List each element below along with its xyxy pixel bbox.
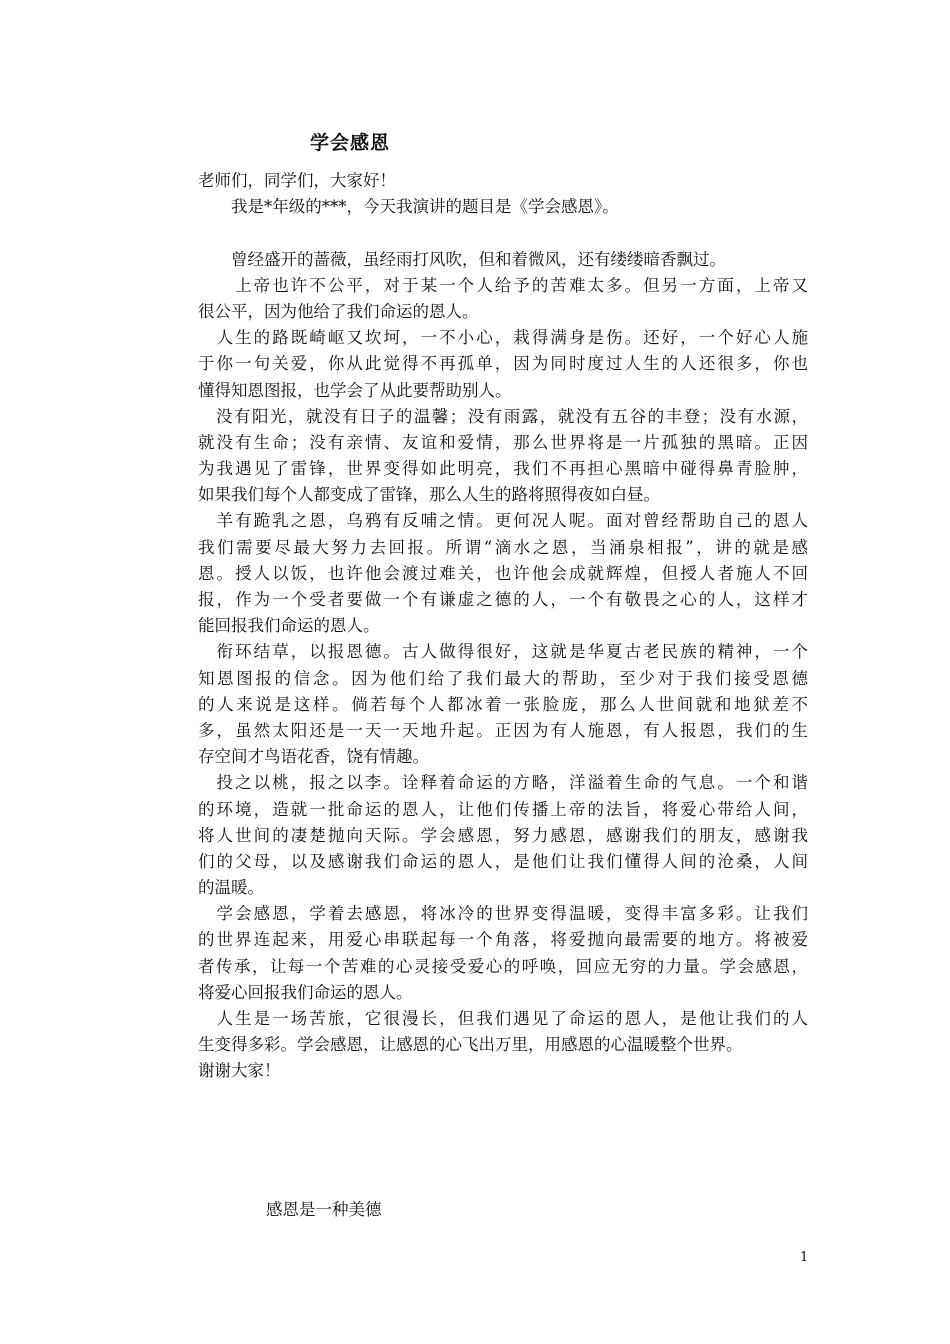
body-line: 能回报我们命运的恩人。 — [198, 616, 380, 636]
body-line: 的温暖。 — [198, 878, 264, 898]
body-line: 衔环结草，以报恩德。古人做得很好，这就是华夏古老民族的精神，一个 — [198, 642, 808, 662]
body-line: 谢谢大家！ — [198, 1061, 281, 1081]
body-line: 多，虽然太阳还是一天一天地升起。正因为有人施恩，有人报恩，我们的生 — [198, 720, 808, 740]
body-line: 人生的路既崎岖又坎坷，一不小心，栽得满身是伤。还好，一个好心人施 — [198, 328, 808, 348]
body-line: 将爱心回报我们命运的恩人。 — [198, 982, 413, 1002]
body-line: 的环境，造就一批命运的恩人，让他们传播上帝的法旨，将爱心带给人间， — [198, 799, 808, 819]
body-line: 报，作为一个受者要做一个有谦虚之德的人，一个有敬畏之心的人，这样才 — [198, 590, 808, 609]
body-line: 如果我们每个人都变成了雷锋，那么人生的路将照得夜如白昼。 — [198, 485, 660, 505]
body-line: 者传承，让每一个苦难的心灵接受爱心的呼唤，回应无穷的力量。学会感恩， — [198, 956, 808, 976]
body-line: 知恩图报的信念。因为他们给了我们最大的帮助，至少对于我们接受恩德 — [198, 668, 808, 688]
page-number: 1 — [800, 1250, 809, 1265]
body-line: 人生是一场苦旅，它很漫长，但我们遇见了命运的恩人，是他让我们的人 — [198, 1009, 808, 1028]
body-line: 上帝也许不公平，对于某一个人给予的苦难太多。但另一方面，上帝又 — [198, 275, 808, 295]
body-line: 没有阳光，就没有日子的温馨；没有雨露，就没有五谷的丰登；没有水源， — [198, 406, 808, 426]
body-line: 老师们，同学们，大家好！ — [198, 171, 396, 190]
body-line: 很公平，因为他给了我们命运的恩人。 — [198, 301, 479, 321]
body-line: 学会感恩，学着去感恩，将冰冷的世界变得温暖，变得丰富多彩。让我们 — [198, 904, 808, 924]
body-line: 我是*年级的***，今天我演讲的题目是《学会感恩》。 — [198, 197, 619, 217]
body-line: 投之以桃，报之以李。诠释着命运的方略，洋溢着生命的气息。一个和谐 — [198, 773, 808, 793]
next-section-title: 感恩是一种美德 — [266, 1200, 382, 1219]
body-line: 们的父母，以及感谢我们命运的恩人，是他们让我们懂得人间的沧桑，人间 — [198, 851, 808, 871]
body-line: 为我遇见了雷锋，世界变得如此明亮，我们不再担心黑暗中碰得鼻青脸肿， — [198, 459, 808, 479]
body-line: 存空间才鸟语花香，饶有情趣。 — [198, 747, 429, 767]
body-line: 将人世间的凄楚抛向天际。学会感恩，努力感恩，感谢我们的朋友，感谢我 — [198, 825, 808, 845]
blank-line — [198, 220, 808, 246]
body-line: 的人来说是这样。倘若每个人都冰着一张脸庞，那么人世间就和地狱差不 — [198, 694, 808, 714]
body-line: 懂得知恩图报，也学会了从此要帮助别人。 — [198, 380, 512, 400]
body-line: 生变得多彩。学会感恩，让感恩的心飞出万里，用感恩的心温暖整个世界。 — [198, 1035, 743, 1055]
body-line: 曾经盛开的蔷薇，虽经雨打风吹，但和着微风，还有缕缕暗香飘过。 — [198, 249, 726, 269]
document-body — [198, 168, 808, 1085]
body-line: 恩。授人以饭，也许他会渡过难关，也许他会成就辉煌，但授人者施人不回 — [198, 563, 808, 583]
body-line: 就没有生命；没有亲情、友谊和爱情，那么世界将是一片孤独的黑暗。正因 — [198, 432, 808, 452]
body-line: 我们需要尽最大努力去回报。所谓“滴水之恩，当涌泉相报”，讲的就是感 — [198, 537, 808, 557]
body-line: 于你一句关爱，你从此觉得不再孤单，因为同时度过人生的人还很多，你也 — [198, 354, 808, 374]
document-title: 学会感恩 — [310, 132, 391, 154]
body-line: 的世界连起来，用爱心串联起每一个角落，将爱抛向最需要的地方。将被爱 — [198, 930, 808, 950]
body-line: 羊有跪乳之恩，乌鸦有反哺之情。更何况人呢。面对曾经帮助自己的恩人 — [198, 511, 808, 531]
